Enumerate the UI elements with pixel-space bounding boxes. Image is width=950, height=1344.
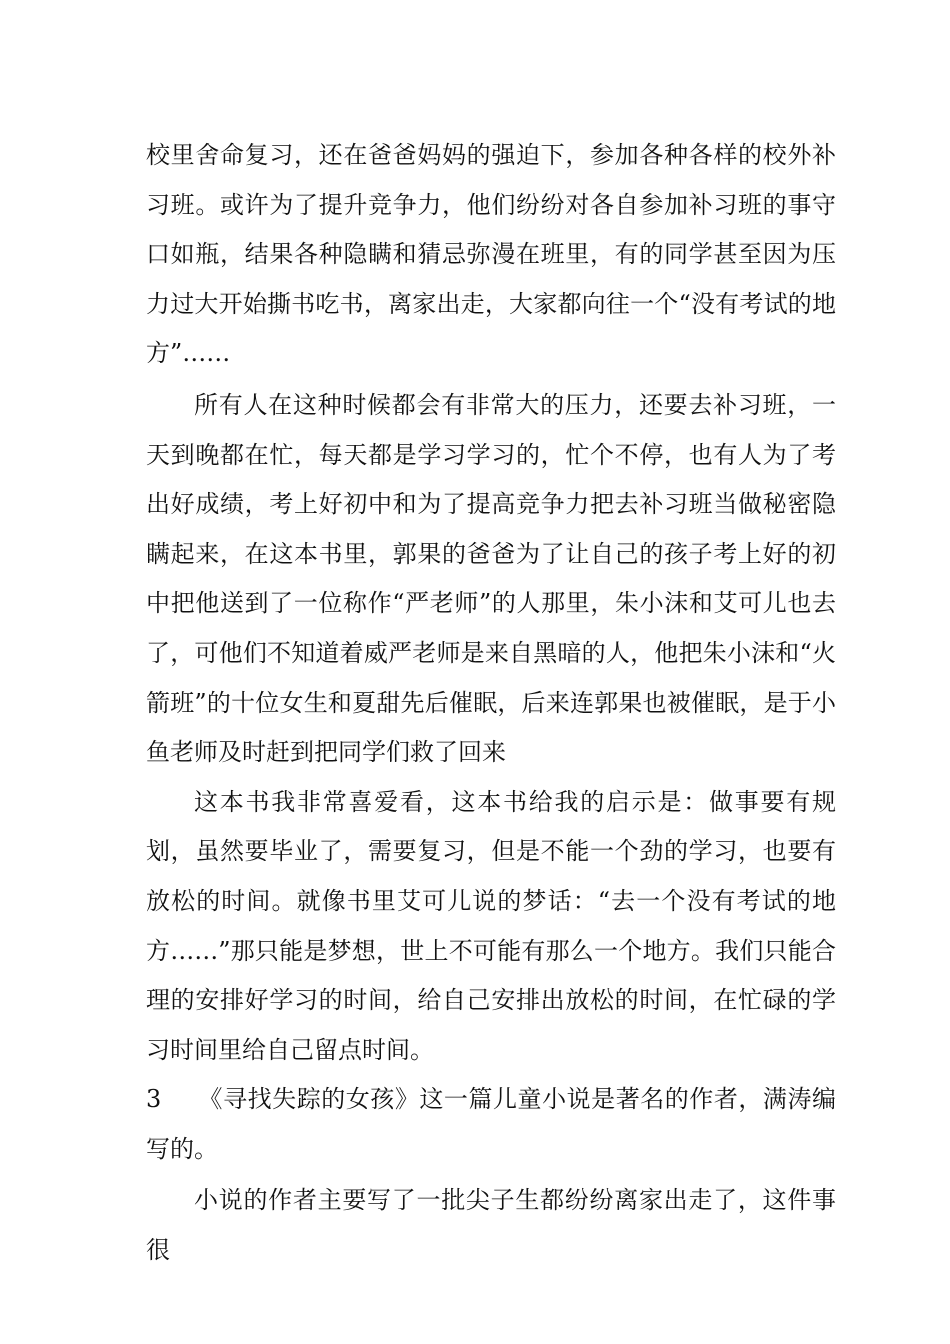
paragraph-reflection: 这本书我非常喜爱看，这本书给我的启示是：做事要有规划，虽然要毕业了，需要复习，但是不能一个劲的学习，也要有放松的时间。就像书里艾可儿说的梦话：“去一个没有考试的地方……”那只能是梦想，世上不可能有那么一个地方。我们只能合理的安排好学习的时间，给自己安排出放松的时间，在忙碌的学习时间里给自己留点时间。 bbox=[146, 787, 836, 1064]
paragraph-continued: 校里舍命复习，还在爸爸妈妈的强迫下，参加各种各样的校外补习班。或许为了提升竞争力，他们纷纷对各自参加补习班的事守口如瓶，结果各种隐瞒和猜忌弥漫在班里，有的同学甚至因为压力过大开始撕书吃书，离家出走，大家都向往一个“没有考试的地方”…… bbox=[146, 141, 836, 368]
paragraph-novel-summary: 小说的作者主要写了一批尖子生都纷纷离家出走了，这件事很 bbox=[146, 1186, 836, 1265]
section-number: 3 bbox=[146, 1085, 162, 1114]
section-text: 《寻找失踪的女孩》这一篇儿童小说是著名的作者，满涛编写的。 bbox=[146, 1085, 836, 1163]
document-body bbox=[146, 131, 836, 1276]
paragraph-pressure: 所有人在这种时候都会有非常大的压力，还要去补习班，一天到晚都在忙，每天都是学习学习的，忙个不停，也有人为了考出好成绩，考上好初中和为了提高竞争力把去补习班当做秘密隐瞒起来，在这本书里，郭果的爸爸为了让自己的孩子考上好的初中把他送到了一位称作“严老师”的人那里，朱小沫和艾可儿也去了，可他们不知道着威严老师是来自黑暗的人，他把朱小沫和“火箭班”的十位女生和夏甜先后催眠，后来连郭果也被催眠，是于小鱼老师及时赶到把同学们救了回来 bbox=[146, 390, 836, 767]
numbered-paragraph bbox=[146, 1075, 836, 1174]
